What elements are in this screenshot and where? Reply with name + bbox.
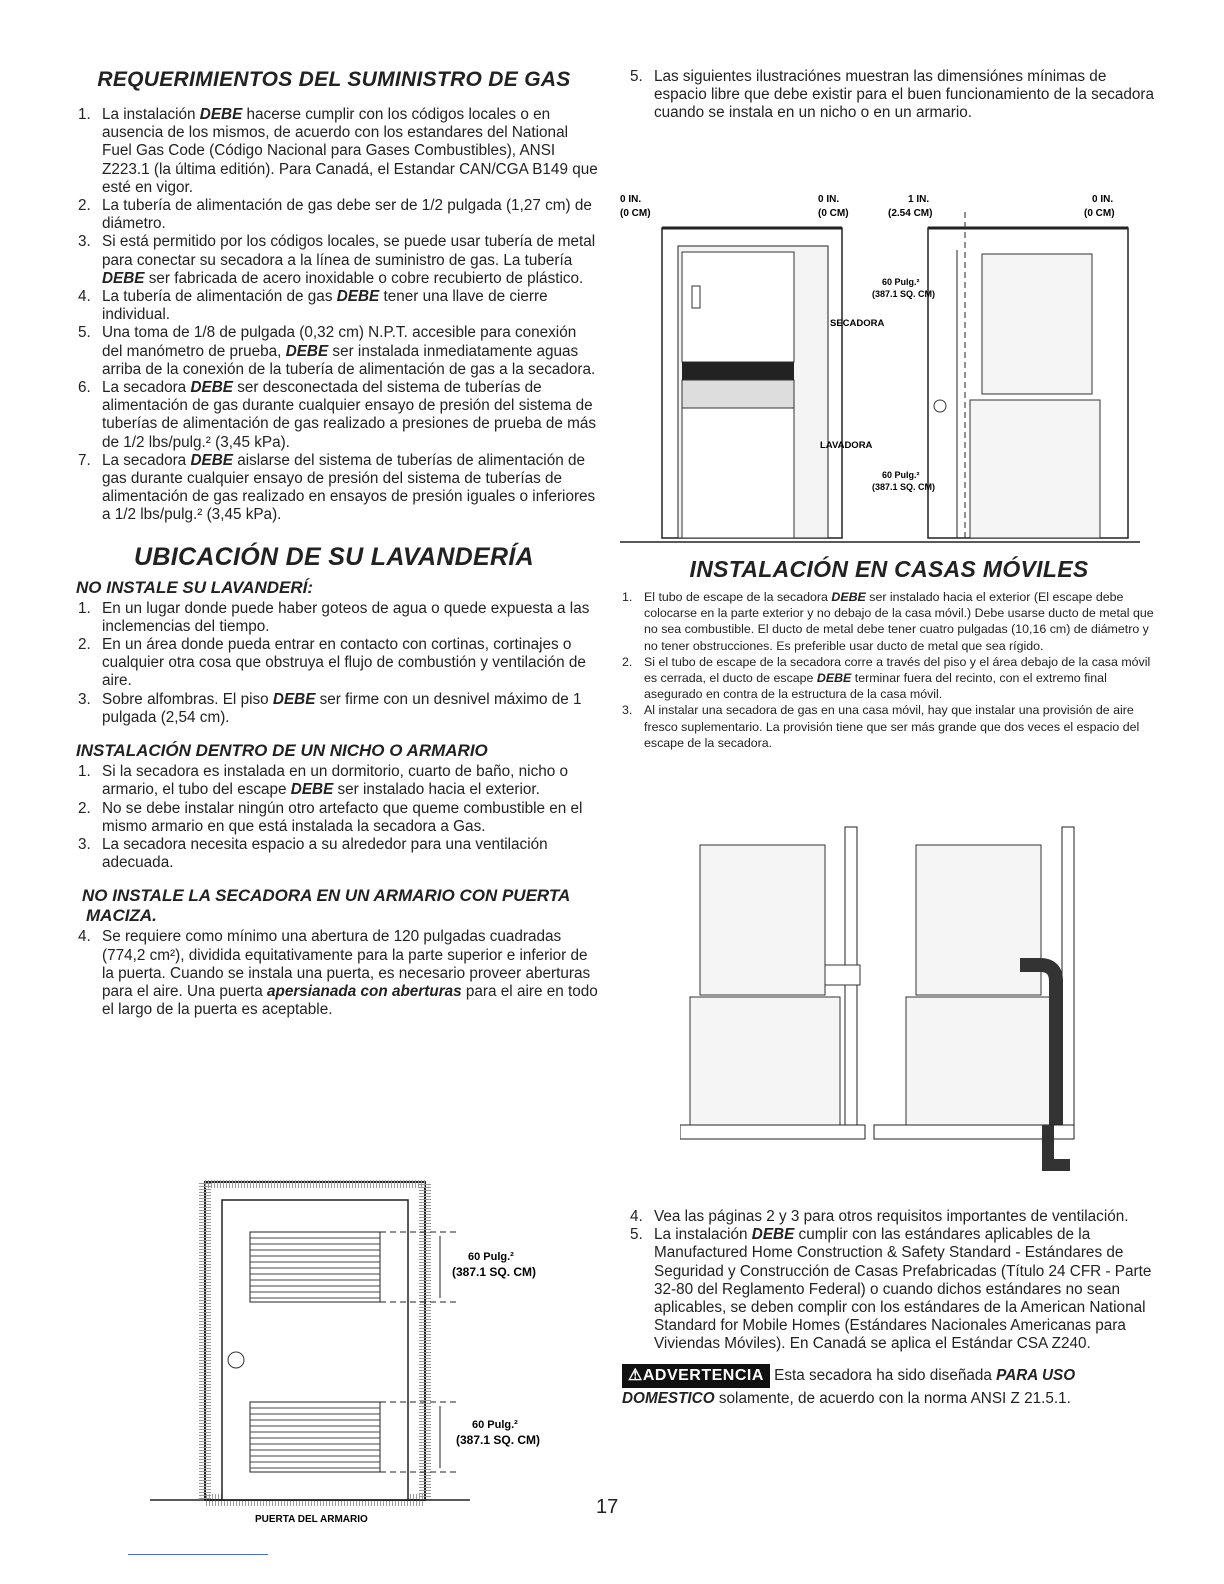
item-number: 1. (78, 763, 91, 781)
item-text: La secadora (102, 451, 191, 469)
warning-badge: ⚠ADVERTENCIA (622, 1364, 770, 1388)
item-text: para el aire en todo el largo de la puerta es aceptable. (102, 982, 598, 1019)
list-item (70, 836, 598, 872)
list-item (70, 288, 598, 324)
list-item (622, 654, 1156, 703)
item-number: 4. (630, 1208, 643, 1225)
list-item (70, 197, 598, 233)
clearance-back-label-1: 0 IN. (1092, 194, 1114, 205)
solid-door-heading: NO INSTALE LA SECADORA EN UN ARMARIO CON PUERTA MACIZA. (82, 886, 570, 926)
item-text: Una toma de 1/8 de pulgada (0,32 cm) N.P.T. accesible para conexión del manómetro de prueba, (102, 324, 577, 360)
mobile-homes-list (622, 589, 1156, 751)
item-text: terminar fuera del recinto, con el extremo final asegurado en contra de la estructura de la casa móvil. (644, 671, 1107, 702)
item-text: ser firme con un desnivel máximo de 1 pulgada (2,54 cm). (102, 690, 582, 726)
closet-door-figure (150, 1180, 570, 1550)
emphasis-text: apersianada con aberturas (266, 982, 462, 1000)
warning-domestic-use: PARA USO DOMESTICO (622, 1366, 1076, 1407)
list-item (70, 636, 598, 691)
list-item (70, 379, 598, 452)
list-item (622, 589, 1156, 654)
mobile-homes-more (622, 1208, 1156, 1410)
item-number: 5. (630, 68, 643, 85)
item-text: ser instalada inmediatamente aguas arriba de la conexión de la tubería de alimentación de gas a la secadora. (102, 342, 596, 378)
door-bottom-label-1: 60 Pulg.² (472, 1419, 518, 1431)
closet-install-heading: INSTALACIÓN DENTRO DE UN NICHO O ARMARIO (76, 741, 488, 761)
laundry-location-heading: UBICACIÓN DE SU LAVANDERÍA (134, 542, 534, 571)
upper-vent-label-1: 60 Pulg.² (882, 277, 920, 287)
intro-list (622, 68, 1156, 123)
warning-block (622, 1364, 1156, 1410)
item-text: Se requiere como mínimo una abertura de 120 pulgadas cuadradas (774,2 cm²), dividida equitativamente para la parte superior e inferior de la puerta. Cuando se instala una puerta, es necesario proveer aberturas para el aire. Una puerta (102, 928, 591, 1000)
item-text: Vea las páginas 2 y 3 para otros requisitos importantes de ventilación. (654, 1208, 1129, 1225)
item-text: La secadora necesita espacio a su alrededor para una ventilación adecuada. (102, 835, 548, 872)
stacked-closet-figure (620, 190, 1140, 550)
list-item (622, 1226, 1156, 1353)
item-text: ser desconectada del sistema de tuberías de alimentación de gas durante cualquier ensayo de presión del sistema de tuberías de alimentación de gas realizado a presiones de prueba de más de 1/2 lbs/pulg.² (3,45 kPa). (102, 379, 597, 451)
list-item (70, 600, 598, 636)
mobile-home-vent-figure (680, 825, 1100, 1195)
mobile-homes-more-list (622, 1208, 1156, 1354)
emphasis-text: DEBE (272, 690, 316, 708)
item-text: Si la secadora es instalada en un dormitorio, cuarto de baño, nicho o armario, el tubo del escape (102, 763, 568, 799)
emphasis-text: DEBE (336, 288, 380, 306)
emphasis-text: DEBE (199, 106, 243, 123)
emphasis-text: DEBE (816, 671, 852, 686)
item-text: Si está permitido por los códigos locales, se puede usar tubería de metal para conectar su secadora a la línea de suministro de gas. La tubería (102, 233, 596, 269)
item-text: cumplir con las estándares aplicables de la Manufactured Home Construction & Safety Standard - Estándares de Seguridad y Construcción de Casas Prefabricadas (Título 24 CFR - Parte 32-80 del Reglamento Federal) o cuando dichos estándares no sean aplicables, se deben complir con los estándares de la American National Standard for Mobile Homes (Estándares Nacionales Americanas para Viviendas Móviles). En Canadá se aplica el Estándar CSA Z240. (654, 1226, 1152, 1353)
emphasis-text: DEBE (831, 590, 866, 604)
list-item (70, 763, 598, 799)
item-number: 4. (78, 928, 91, 946)
emphasis-text: DEBE (290, 781, 334, 799)
right-column (622, 68, 1156, 123)
item-text: La tubería de alimentación de gas (102, 288, 337, 306)
item-text: ser instalado hacia el exterior. (333, 781, 540, 799)
list-item (70, 233, 598, 288)
page-number: 17 (596, 1496, 619, 1518)
item-number: 4. (78, 288, 91, 306)
dryer-label: SECADORA (830, 318, 885, 329)
footer-rule (128, 1554, 268, 1555)
gas-requirements-list (70, 106, 598, 525)
item-number: 6. (78, 379, 91, 397)
item-number: 1. (622, 590, 633, 604)
item-text: La tubería de alimentación de gas debe ser de 1/2 pulgada (1,27 cm) de diámetro. (102, 197, 592, 233)
lower-vent-label-1: 60 Pulg.² (882, 470, 920, 480)
do-not-install-list (70, 600, 598, 727)
warning-text-post: solamente, de acuerdo con la norma ANSI Z 21.5.1. (714, 1389, 1071, 1407)
emphasis-text: DEBE (190, 379, 233, 397)
item-number: 3. (622, 703, 633, 718)
upper-vent-label-2: (387.1 SQ. CM) (872, 289, 936, 299)
emphasis-text: DEBE (751, 1226, 795, 1244)
item-text: En un lugar donde puede haber goteos de agua o quede expuesta a las inclemencias del tiempo. (102, 599, 590, 635)
item-number: 2. (78, 799, 91, 817)
door-caption: PUERTA DEL ARMARIO (255, 1514, 368, 1525)
gas-requirements-heading: REQUERIMIENTOS DEL SUMINISTRO DE GAS (97, 68, 571, 91)
list-item (70, 800, 598, 836)
lower-louver (250, 1402, 380, 1472)
clearance-right-label-1: 0 IN. (818, 194, 840, 205)
item-text: tener una llave de cierre individual. (102, 288, 548, 324)
list-item (70, 452, 598, 525)
item-text: Al instalar una secadora de gas en una casa móvil, hay que instalar una provisión de aire fresco suplementario. La provisión tiene que ser más grande que dos veces el espacio del escape de la secadora. (644, 703, 1140, 750)
item-text: No se debe instalar ningún otro artefacto que queme combustible en el mismo armario en que está instalada la secadora a Gas. (102, 799, 583, 835)
item-text: En un área donde pueda entrar en contacto con cortinas, cortinajes o cualquier otra cosa que obstruya el flujo de combustión y ventilación de aire. (102, 636, 586, 690)
list-item (70, 691, 598, 727)
item-text: Sobre alfombras. El piso (102, 690, 273, 708)
door-top-label-2: (387.1 SQ. CM) (452, 1265, 537, 1279)
clearance-side-label-2: (2.54 CM) (888, 208, 933, 219)
item-text: Si el tubo de escape de la secadora corre a través del piso y el área debajo de la casa móvil es cerrada, el ducto de escape (644, 654, 1151, 686)
list-item (70, 324, 598, 379)
closet-install-list (70, 763, 598, 872)
list-item (70, 928, 598, 1019)
item-text: Las siguientes ilustraciónes muestran las dimensiónes mínimas de espacio libre que debe existir para el buen funcionamiento de la secadora cuando se instala en un nicho o en un armario. (654, 68, 1155, 122)
item-number: 2. (78, 636, 91, 654)
emphasis-text: DEBE (285, 342, 329, 360)
clearance-right-label-2: (0 CM) (818, 208, 849, 219)
lower-vent-label-2: (387.1 SQ. CM) (872, 482, 936, 492)
item-number: 2. (622, 654, 633, 669)
door-knob-icon (228, 1352, 244, 1368)
do-not-install-heading: NO INSTALE SU LAVANDERÍ: (76, 577, 314, 597)
clearance-back-label-2: (0 CM) (1084, 208, 1115, 219)
clearance-side-label-1: 1 IN. (908, 194, 930, 205)
upper-louver (250, 1232, 380, 1302)
item-number: 3. (78, 690, 91, 708)
item-number: 1. (78, 106, 91, 123)
item-text: ser fabricada de acero inoxidable o cobre recubierto de plástico. (144, 269, 584, 287)
mobile-homes-heading: INSTALACIÓN EN CASAS MÓVILES (689, 556, 1089, 582)
item-number: 3. (78, 835, 91, 853)
clearance-left-label-1: 0 IN. (620, 194, 642, 205)
door-top-label-1: 60 Pulg.² (468, 1251, 514, 1263)
item-text: ser instalado hacia el exterior (El escape debe colocarse en la parte exterior y no debajo de la casa móvil.) Debe usarse ducto de metal que no sea combustible. El ducto de metal debe tener cuatro pulgadas (10,16 cm) de diámetro y no tener obstrucciones. Es preferible usar ducto de metal que sea rígido. (644, 590, 1154, 653)
item-text: aislarse del sistema de tuberías de alimentación de gas durante cualquier ensayo de presión del sistema de tuberías de alimentación de gas realizado en ensayos de presión iguales o inferiores a 1/2 lbs/pulg.² (3,45 kPa). (102, 451, 596, 524)
list-item (70, 106, 598, 197)
item-text: La instalación (102, 106, 200, 123)
list-item (622, 1208, 1156, 1226)
item-number: 2. (78, 197, 91, 215)
item-text: hacerse cumplir con los códigos locales o en ausencia de los mismos, de acuerdo con los estandares del National Fuel Gas Code (Código Nacional para Gases Combustibles), ANSI Z223.1 (la última editión). Para Canadá, el Estandar CAN/CGA B149 que esté en vigor. (102, 106, 598, 196)
washer-label: LAVADORA (820, 440, 873, 451)
solid-door-list (70, 928, 598, 1019)
warning-text-pre: Esta secadora ha sido diseñada (769, 1366, 997, 1384)
item-number: 3. (78, 233, 91, 251)
list-item (622, 68, 1156, 123)
door-bottom-label-2: (387.1 SQ. CM) (456, 1433, 541, 1447)
emphasis-text: DEBE (190, 451, 233, 469)
left-column (70, 68, 598, 1019)
item-number: 1. (78, 599, 91, 617)
emphasis-text: DEBE (102, 269, 145, 287)
item-number: 7. (78, 451, 91, 469)
item-number: 5. (78, 324, 91, 342)
item-text: La secadora (102, 379, 191, 397)
list-item (622, 702, 1156, 751)
mobile-homes-section (622, 548, 1156, 751)
item-number: 5. (630, 1226, 643, 1244)
item-text: El tubo de escape de la secadora (644, 590, 832, 604)
item-text: La instalación (654, 1226, 752, 1244)
clearance-left-label-2: (0 CM) (620, 208, 651, 219)
